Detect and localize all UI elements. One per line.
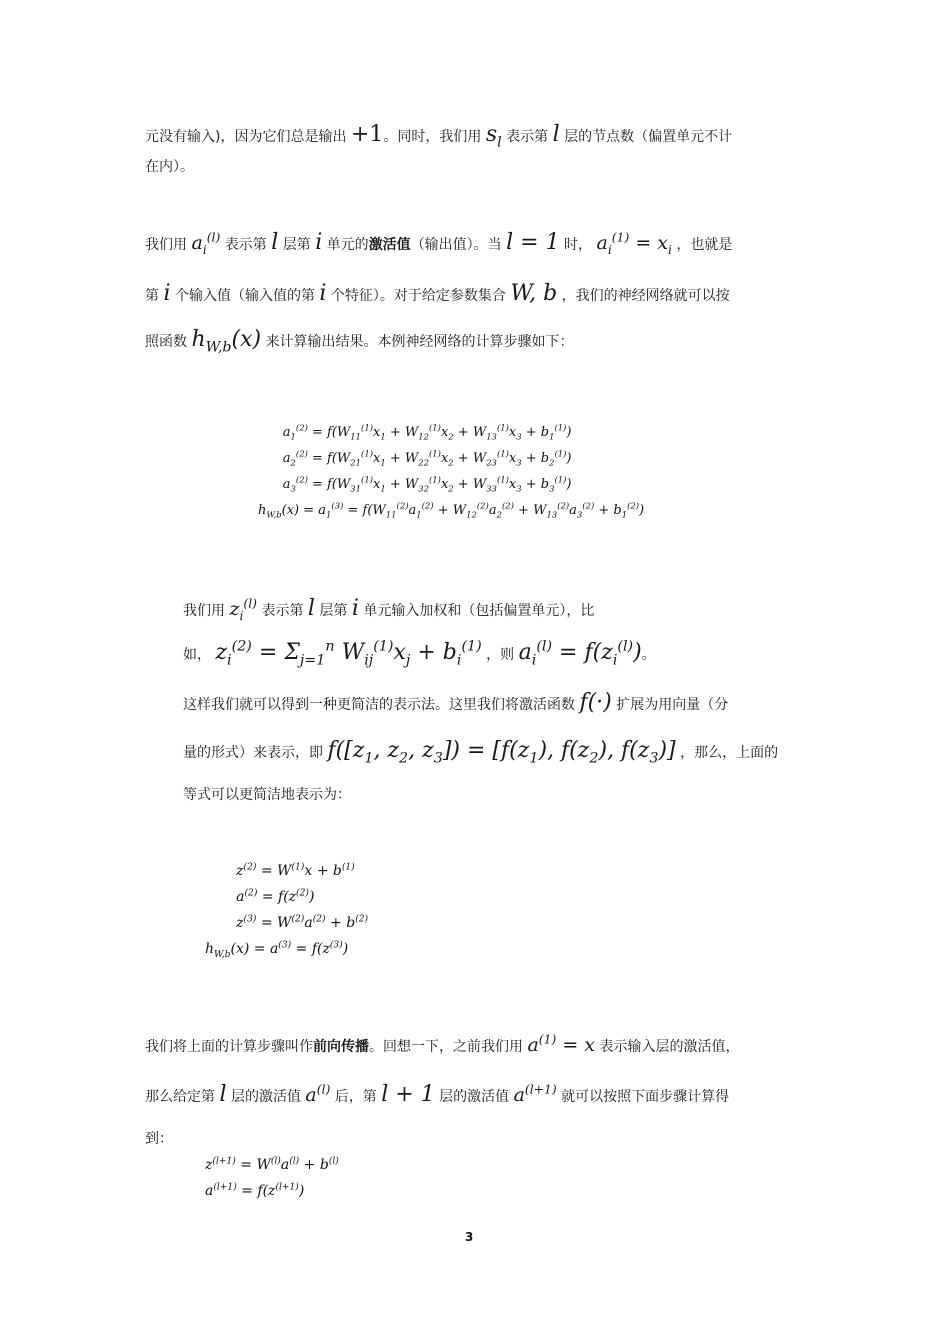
paragraph-line: 照函数 $h_{W,b}(x)$ 来计算输出结果。本例神经网络的计算步骤如下： bbox=[145, 327, 574, 356]
equation-block-general bbox=[205, 1152, 339, 1204]
paragraph-line: 等式可以更简洁地表示为： bbox=[183, 787, 351, 803]
equation-line: $z^{(2)} = W^{(1)}x + b^{(1)}$ bbox=[205, 862, 355, 879]
math-z-i-l: $z_i^{(l)}$ bbox=[229, 596, 258, 623]
equation-line: $a_2^{(2)} = f(W_{21}^{(1)}x_1 + W_{22}^{(1)}x_2 + W_{23}^{(1)}x_3 + b_2^{(1)})$ bbox=[258, 448, 572, 468]
paragraph-line: 我们用 $a_i^{(l)}$ 表示第 l 层第 i 单元的激活值（输出值）。当 l = 1 时， $a_i^{(1)} = x_i$ ，也就是 bbox=[145, 230, 733, 257]
math-z-sum: $z_i^{(2)} = \Sigma_{j=1}^n$ $W_{ij}^{(1)}x_j + b_i^{(1)}$ bbox=[215, 638, 482, 669]
equation-line: $z^{(l+1)} = W^{(l)}a^{(l)} + b^{(l)}$ bbox=[205, 1156, 339, 1173]
paragraph-line: 在内）。 bbox=[145, 159, 194, 175]
math-a-i-1: $a_i^{(1)} = x_i$ bbox=[596, 230, 672, 257]
paragraph-line: 元没有输入)，因为它们总是输出 +1。同时，我们用 $s_l$ 表示第 l 层的节点数（偏置单元不计 bbox=[145, 122, 733, 151]
paragraph-line: 我们用 $z_i^{(l)}$ 表示第 l 层第 i 单元输入加权和（包括偏置单元），比 bbox=[183, 596, 595, 623]
paragraph-line: 第 i 个输入值（输入值的第 i 个特征）。对于给定参数集合 W, b ，我们的神经网络就可以按 bbox=[145, 281, 730, 306]
bold-term-forward-prop: 前向传播 bbox=[313, 1039, 369, 1055]
math-h-wb: $h_{W,b}(x)$ bbox=[191, 327, 262, 356]
math-a-f-z: $a_i^{(l)} = f(z_i^{(l)})$ bbox=[518, 638, 642, 669]
math-condition: l = 1 bbox=[506, 230, 560, 255]
math-w-b: W, b bbox=[510, 281, 558, 306]
equation-line: $z^{(3)} = W^{(2)}a^{(2)} + b^{(2)}$ bbox=[205, 914, 369, 931]
page-number: 3 bbox=[465, 1230, 474, 1244]
math-a-l: $a^{(l)}$ bbox=[305, 1082, 331, 1106]
math-a-l-plus-1: $a^{(l+1)}$ bbox=[513, 1082, 557, 1106]
equation-line: $h_{W,b}(x) = a^{(3)} = f(z^{(3)})$ bbox=[205, 940, 349, 960]
math-a1-x: $a^{(1)} = x$ bbox=[527, 1032, 595, 1056]
math-s-l: $s_l$ bbox=[485, 122, 502, 151]
paragraph-line: 如， $z_i^{(2)} = \Sigma_{j=1}^n$ $W_{ij}^{(1)}x_j + b_i^{(1)}$ ，则 $a_i^{(l)} = f(z_i^{(l)})$。 bbox=[183, 638, 656, 669]
equation-block-vectorized bbox=[205, 858, 368, 962]
paragraph-line: 那么给定第 l 层的激活值 $a^{(l)}$ 后，第 l + 1 层的激活值 $a^{(l+1)}$ 就可以按照下面步骤计算得 bbox=[145, 1082, 730, 1107]
math-f-dot: f(·) bbox=[579, 690, 612, 715]
math-plus-one: +1 bbox=[350, 122, 384, 147]
math-f-vector: $f([z_1$, $z_2$, $z_3]) = [f(z_1)$, $f(z_2)$, $f(z_3)$] bbox=[327, 738, 676, 767]
equation-line: $h_{W,b}(x) = a_1^{(3)} = f(W_{11}^{(2)}a_1^{(2)} + W_{12}^{(2)}a_2^{(2)} + W_{13}^{(2)}a_3^{(2)} + b_1^{(2)})$ bbox=[258, 500, 645, 520]
paragraph-line: 量的形式）来表示，即 $f([z_1$, $z_2$, $z_3]) = [f(z_1)$, $f(z_2)$, $f(z_3)$] ，那么，上面的 bbox=[183, 738, 779, 767]
equation-line: $a_1^{(2)} = f(W_{11}^{(1)}x_1 + W_{12}^{(1)}x_2 + W_{13}^{(1)}x_3 + b_1^{(1)})$ bbox=[258, 422, 572, 442]
equation-line: $a^{(2)} = f(z^{(2)})$ bbox=[205, 888, 315, 905]
paragraph-line: 我们将上面的计算步骤叫作前向传播。回想一下，之前我们用 $a^{(1)} = x$ 表示输入层的激活值， bbox=[145, 1032, 740, 1056]
paragraph-line: 到： bbox=[145, 1131, 173, 1147]
equation-block-forward bbox=[258, 420, 644, 524]
equation-line: $a_3^{(2)} = f(W_{31}^{(1)}x_1 + W_{32}^{(1)}x_2 + W_{33}^{(1)}x_3 + b_3^{(1)})$ bbox=[258, 474, 572, 494]
math-a-i-l: $a_i^{(l)}$ bbox=[191, 230, 221, 257]
bold-term-activation: 激活值 bbox=[368, 237, 411, 253]
paragraph-line: 这样我们就可以得到一种更简洁的表示法。这里我们将激活函数 f(·) 扩展为用向量（分 bbox=[183, 690, 729, 715]
equation-line: $a^{(l+1)} = f(z^{(l+1)})$ bbox=[205, 1182, 305, 1199]
